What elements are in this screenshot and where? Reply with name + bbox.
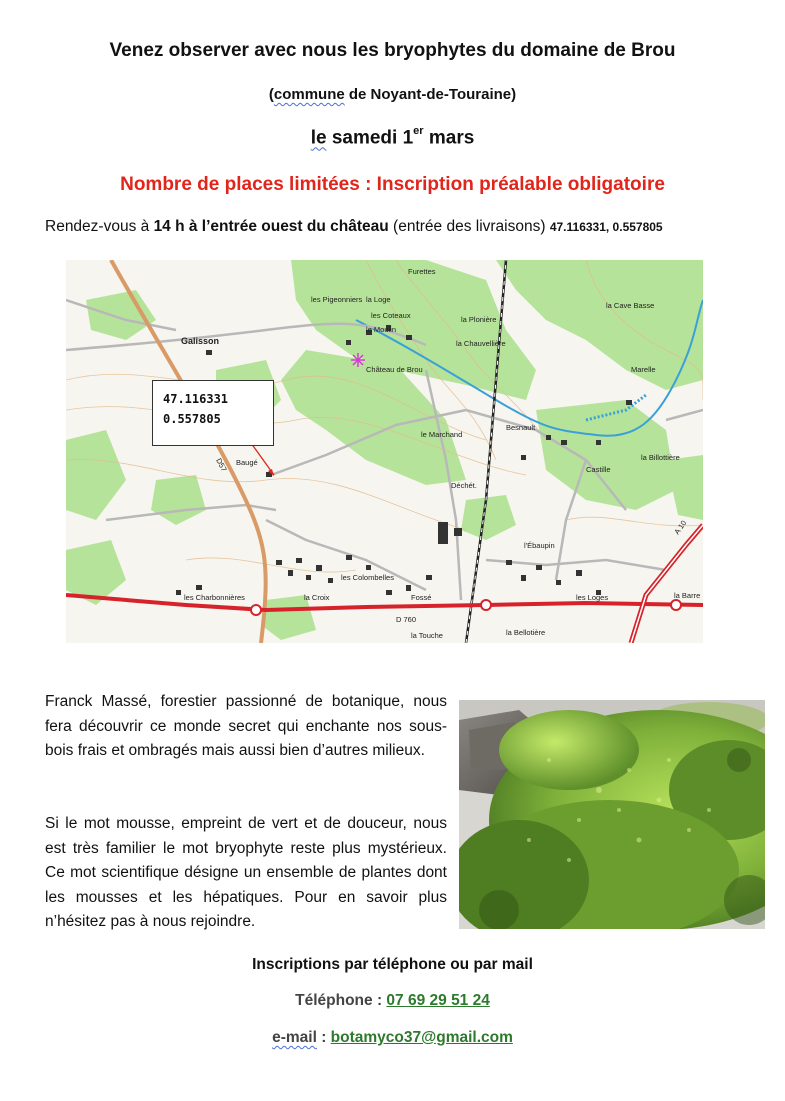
map-label-dechet: Déchét. [451, 481, 477, 490]
map-label-charbonnieres: les Charbonnières [184, 593, 245, 602]
meeting-coords: 47.116331, 0.557805 [549, 220, 663, 234]
moss-image [459, 700, 765, 929]
date-month: mars [423, 127, 475, 149]
callout-longitude: 0.557805 [163, 412, 221, 426]
map-coordinates-callout [152, 380, 274, 446]
map-label-ebaupin: l'Ébaupin [524, 541, 555, 550]
subtitle-open: ( [268, 86, 274, 103]
map-label-d57: D57 [214, 456, 229, 474]
map-label-chauvelliere: la Chauvellière [456, 339, 506, 348]
date-le: le [310, 127, 327, 149]
description-paragraph-1: Franck Massé, forestier passionné de botanique, nous fera découvrir ce monde secret qui enchante nos sous-bois frais et ombragés mais aussi bien d’autres milieux. [45, 693, 447, 759]
date-main: samedi 1 [326, 127, 414, 149]
map-label-loge: la Loge [366, 295, 391, 304]
map-label-bellotiere: la Bellotière [506, 628, 546, 637]
page-title: Venez observer avec nous les bryophytes du domaine de Brou [109, 40, 676, 61]
map-label-colombelles: les Colombelles [341, 573, 394, 582]
map-label-bauge: Baugé [236, 458, 258, 467]
meeting-info [45, 218, 663, 236]
map-label-castille: Castille [586, 465, 611, 474]
email-label: e-mail [272, 1029, 317, 1046]
map-label-touche: la Touche [411, 631, 443, 640]
map-label-loges: les Loges [576, 593, 609, 602]
phone-line [0, 992, 785, 1010]
page-subtitle [0, 86, 785, 103]
map-label-marelle: Marelle [631, 365, 656, 374]
email-link[interactable]: botamyco37@gmail.com [330, 1029, 513, 1046]
map-label-marchand: le Marchand [421, 430, 463, 439]
map-label-fosse: Fossé [411, 593, 432, 602]
email-line [0, 1029, 785, 1047]
map-label-besnault: Besnault [506, 423, 536, 432]
map-label-coteaux: les Coteaux [371, 311, 411, 320]
map-label-billottiere: la Billottière [641, 453, 680, 462]
map-label-pigeonniers: les Pigeonniers [311, 295, 363, 304]
location-map [66, 260, 703, 643]
map-label-croix: la Croix [304, 593, 330, 602]
callout-latitude: 47.116331 [163, 392, 229, 406]
meeting-detail: (entrée des livraisons) [388, 218, 550, 235]
map-label-moulin: le Moulin [366, 325, 397, 334]
map-label-galisson: Galisson [181, 336, 220, 346]
map-label-furettes: Furettes [408, 267, 436, 276]
meeting-time-place: 14 h à l’entrée ouest du château [153, 218, 389, 235]
subtitle-rest: de Noyant-de-Touraine) [344, 86, 517, 103]
meeting-prefix: Rendez-vous à [45, 218, 154, 235]
map-label-cave-basse: la Cave Basse [606, 301, 655, 310]
phone-link[interactable]: 07 69 29 51 24 [386, 992, 490, 1009]
map-label-a10: A 10 [672, 518, 689, 537]
description-paragraph-2: Si le mot mousse, empreint de vert et de douceur, nous est très familier le mot bryophyte reste plus mystérieux. Ce mot scientifique désigne un ensemble de plantes dont les mousses et les hépatiques. Pour en savoir plus n’hésitez pas à nous rejoindre. [45, 815, 447, 930]
moss-photo [459, 700, 765, 929]
date-superscript: er [413, 125, 424, 137]
subtitle-commune: commune [273, 86, 345, 103]
registration-heading: Inscriptions par téléphone ou par mail [252, 956, 533, 973]
map-graphic [66, 260, 703, 643]
map-label-d760: D 760 [396, 615, 417, 624]
map-label-barre: la Barre [674, 591, 701, 600]
registration-warning: Nombre de places limitées : Inscription préalable obligatoire [120, 174, 665, 195]
event-date [0, 127, 785, 149]
email-label-separator: : [316, 1029, 327, 1046]
map-label-ploniere: la Plonière [461, 315, 497, 324]
phone-label: Téléphone : [295, 992, 383, 1009]
map-label-chateau: Château de Brou [366, 365, 423, 374]
